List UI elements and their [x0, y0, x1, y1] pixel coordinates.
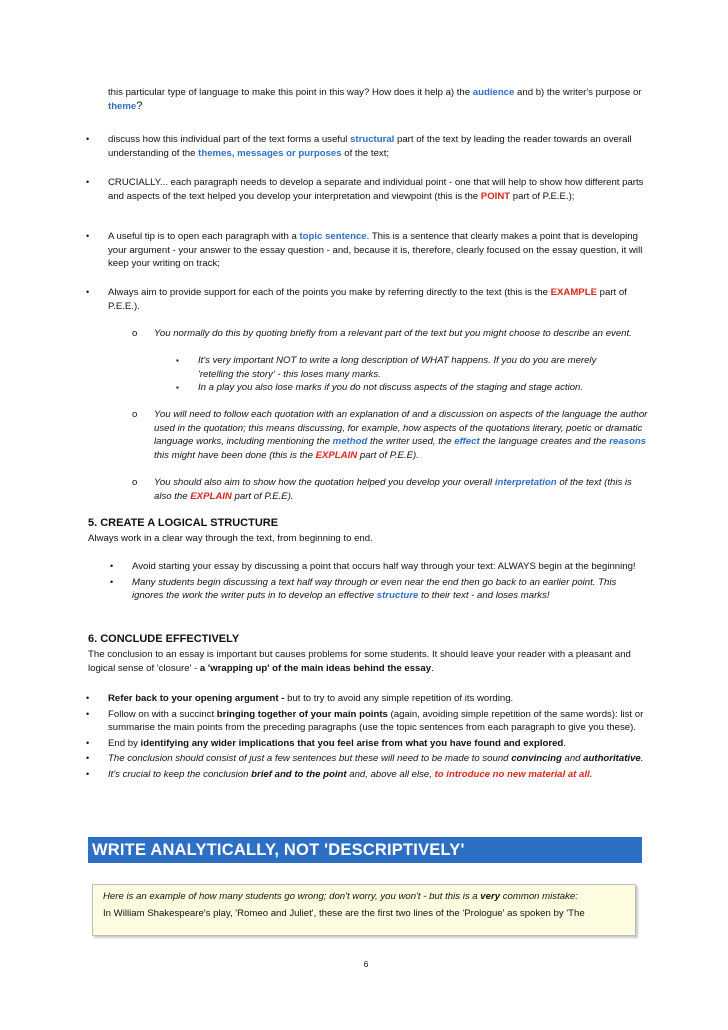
text: The conclusion should consist of just a few sentences but these will need to be made to sound [108, 753, 512, 764]
subpoint-explanation [132, 408, 649, 462]
text: . [563, 737, 566, 749]
text: CRUCIALLY... each paragraph needs to develop a separate and individual point - one that will help to show how different parts and aspects of the text helped you develop your interpretation and viewpoint (this is the [108, 177, 644, 202]
text: . This is a sentence that clearly makes a point that is developing your argument - your answer to the essay question - and, because it is, therefore, clearly focused on the essay question, it will keep your writing on track; [108, 231, 643, 269]
example-box [92, 884, 636, 936]
subpoint-marker: ▪ [176, 356, 179, 365]
text: and, above all else, [346, 768, 435, 780]
text: discuss how this individual part of the text forms a useful [108, 134, 351, 145]
subpoint-marker: o [132, 328, 138, 339]
bullet-marker: • [86, 693, 90, 703]
bullet-item-topic-sentence [86, 230, 646, 271]
bullet-item-begin [110, 560, 640, 574]
bullet-item-main-points [86, 708, 646, 735]
subpoint-marker: ▪ [176, 383, 179, 392]
keyword-themes: themes, messages or purposes [198, 147, 342, 159]
section-heading-conclude: 6. CONCLUDE EFFECTIVELY [88, 633, 240, 645]
text: part of P.E.E.). [108, 287, 627, 312]
text-bold: brief and to the point [251, 768, 347, 780]
text: part of P.E.E.); [510, 190, 575, 202]
continuation-paragraph [108, 86, 648, 113]
text-bold: a 'wrapping up' of the main ideas behind the essay [199, 662, 432, 674]
text: A useful tip is to open each paragraph with a [108, 231, 300, 242]
keyword-example: EXAMPLE [550, 287, 597, 298]
text: You normally do this by quoting briefly from a relevant part of the text but you might choose to describe an event. [154, 328, 632, 339]
bullet-marker: • [86, 134, 90, 144]
bullet-marker: • [86, 753, 90, 763]
subpoint-interpretation [132, 476, 649, 503]
page-number: 6 [363, 959, 369, 969]
bullet-marker: • [86, 737, 90, 748]
text: Follow on with a succinct [108, 708, 217, 720]
bullet-item-brief [86, 768, 646, 782]
bullet-marker: • [110, 561, 114, 571]
text: ? [136, 99, 143, 112]
text: Many students begin discussing a text half way through or even near the end then go back to an earlier point. This ignores the work the writer puts in to develop an effective [132, 576, 617, 601]
text: the language creates and the [479, 436, 610, 447]
text: You should also aim to show how the quotation helped you develop your overall [154, 477, 495, 488]
keyword-topic-sentence: topic sentence [299, 231, 367, 242]
text: It's crucial to keep the conclusion [108, 768, 252, 780]
text: but to try to avoid any simple repetition of its wording. [284, 693, 514, 704]
bullet-item-example [86, 286, 646, 313]
text: of the text (this is also the [154, 477, 632, 502]
text: Avoid starting your essay by discussing a point that occurs half way through your text: ALWAYS begin at the beginning! [132, 561, 636, 572]
text-bold: identifying any wider implications that you feel arise from what you have found and explored [140, 737, 564, 749]
text: Always aim to provide support for each of the points you make by referring directly to the text (this is the [108, 287, 551, 298]
keyword-theme: theme [108, 100, 137, 112]
text: It's very important NOT to write a long description of WHAT happens. If you do you are merely 'retelling the story' - this loses many marks. [198, 355, 597, 380]
section5-intro: Always work in a clear way through the text, from beginning to end. [88, 533, 373, 544]
bullet-list [86, 286, 646, 313]
keyword-explain: EXPLAIN [190, 490, 232, 502]
bullet-item-half-way [110, 576, 640, 603]
text: this particular type of language to make this point in this way? How does it help a) the [108, 87, 473, 98]
text: You will need to follow each quotation with an explanation of and a discussion on aspects of the language the author used in the quotation; this means discussing, for example, how aspects of the quotations literary, poetic or dramatic language works, including mentioning the [154, 409, 648, 447]
keyword-audience: audience [472, 87, 515, 98]
text: In a play you also lose marks if you do not discuss aspects of the staging and stage action. [198, 382, 584, 393]
text: The conclusion to an essay is important but causes problems for some students. It should leave your reader with a pleasant and logical sense of 'closure' - [88, 649, 631, 674]
text-bold: Refer back to your opening argument - [108, 693, 285, 704]
section6-bullet-list [86, 692, 646, 781]
text: (again, avoiding simple repetition of the same words): list or summarise the main points from the preceding paragraphs (use the topic sentences from each paragraph to give you these). [108, 708, 644, 733]
text: part of the text by leading the reader towards an overall understanding of the [108, 134, 632, 159]
bullet-marker: • [86, 287, 90, 297]
text: and [561, 753, 584, 764]
text: this might have been done (this is the [154, 449, 316, 461]
text-bold: very [480, 891, 501, 902]
text-bold: bringing together of your main points [216, 708, 388, 720]
bullet-item-structural [86, 133, 646, 160]
bullet-item-few-sentences [86, 752, 646, 766]
text: . [431, 662, 434, 674]
subpoint-staging [176, 381, 628, 395]
text: and b) the writer's purpose or [514, 87, 642, 98]
keyword-method: method [332, 436, 368, 447]
bullet-item-implications [86, 737, 646, 751]
text: . [640, 753, 644, 764]
bullet-marker: • [110, 576, 114, 587]
bullet-item-refer-back [86, 692, 646, 706]
bullet-marker: • [86, 177, 90, 187]
bullet-marker: • [86, 231, 90, 241]
text-bold: convincing [511, 753, 562, 764]
section5-bullet-list [110, 560, 640, 603]
subpoint-no-retelling [176, 354, 628, 381]
subpoint-marker: o [132, 409, 138, 420]
text-bold: authoritative [583, 753, 641, 764]
text: End by [108, 737, 141, 749]
text: the writer used, the [367, 436, 455, 447]
text-red: to introduce no new material at all. [434, 768, 593, 780]
section-banner: WRITE ANALYTICALLY, NOT 'DESCRIPTIVELY' [88, 837, 642, 863]
bullet-list [86, 176, 646, 203]
keyword-structural: structural [350, 134, 395, 145]
bullet-marker: • [86, 768, 90, 779]
text: to their text - and loses marks! [418, 590, 550, 601]
text: part of P.E.E). [357, 449, 419, 461]
subpoint-marker: o [132, 477, 138, 488]
text: of the text; [341, 147, 390, 159]
keyword-structure: structure [376, 590, 419, 601]
subpoint-quoting [132, 327, 649, 341]
keyword-effect: effect [454, 436, 480, 447]
keyword-point: POINT [480, 190, 511, 202]
section-heading-structure: 5. CREATE A LOGICAL STRUCTURE [88, 517, 279, 529]
text: Here is an example of how many students go wrong; don't worry, you won't - but this is a [103, 891, 481, 902]
text: common mistake: [500, 891, 578, 902]
example-line-2: In William Shakespeare's play, 'Romeo and Juliet', these are the first two lines of the 'Prologue' as spoken by 'The [103, 907, 585, 919]
keyword-explain: EXPLAIN [315, 449, 358, 461]
example-line-1 [103, 890, 625, 904]
bullet-item-crucially [86, 176, 646, 203]
bullet-list [86, 230, 646, 271]
bullet-list [86, 133, 646, 160]
section6-intro [88, 648, 648, 675]
keyword-reasons: reasons [609, 436, 647, 447]
text: part of P.E.E). [231, 490, 294, 502]
bullet-marker: • [86, 708, 90, 719]
keyword-interpretation: interpretation [494, 477, 557, 488]
